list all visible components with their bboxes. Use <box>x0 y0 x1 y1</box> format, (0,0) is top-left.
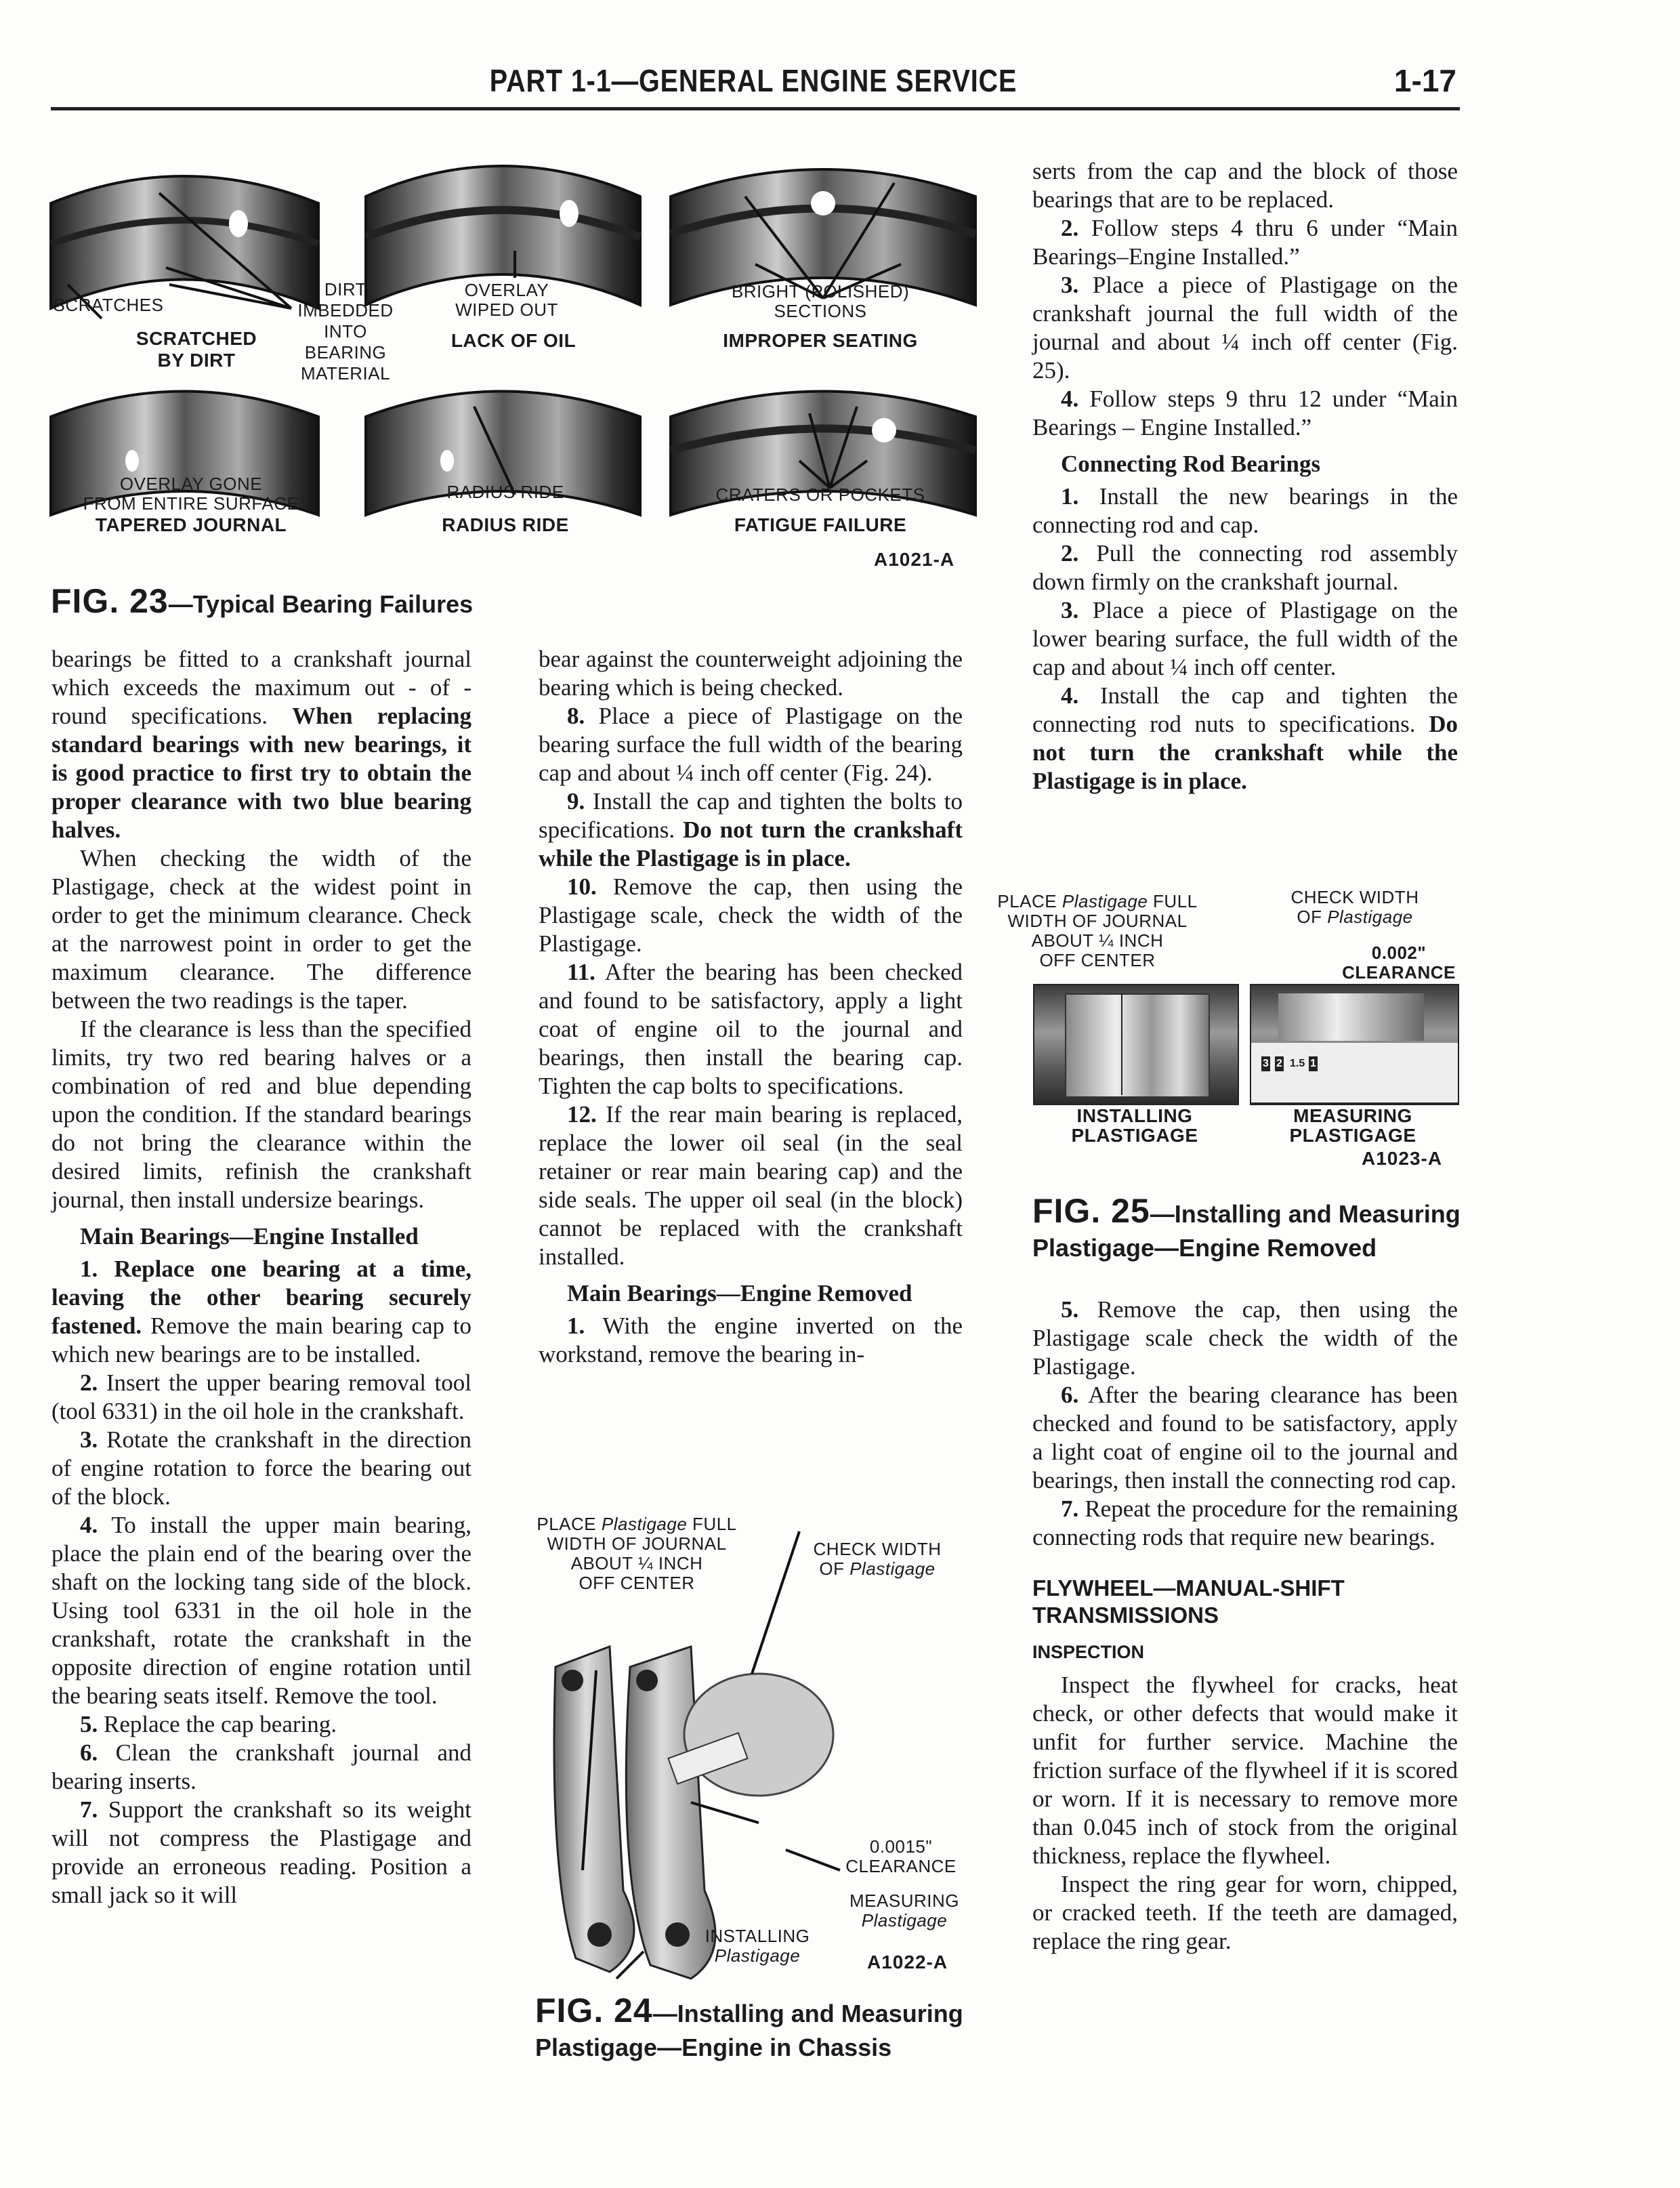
label-line: BEARING <box>304 342 387 363</box>
bold-text: 2. <box>80 1369 98 1396</box>
paragraph <box>1032 1381 1458 1495</box>
scale-mark: 1 <box>1309 1056 1318 1071</box>
label-line: MATERIAL <box>300 363 391 384</box>
text: Pull the connecting rod assembly down firmly on the crankshaft journal. <box>1032 540 1458 595</box>
label-line: INSTALLING <box>1076 1105 1193 1126</box>
label-craters: CRATERS OR POCKETS <box>715 484 925 505</box>
bold-text: 9. <box>567 788 585 814</box>
label-line: ABOUT ¼ INCH <box>570 1553 703 1573</box>
paragraph <box>1032 1495 1458 1552</box>
label-word: PLACE <box>997 891 1057 911</box>
label-line: MEASURING <box>1293 1105 1412 1126</box>
label-check-width <box>1291 888 1419 927</box>
figure-number: FIG. 23 <box>51 582 169 620</box>
title-improper-seating: IMPROPER SEATING <box>723 330 918 351</box>
paragraph <box>539 645 963 702</box>
paragraph <box>1032 1296 1458 1381</box>
label-word: FULL <box>1153 891 1198 911</box>
label-word: Plastigage <box>601 1514 688 1534</box>
label-word: OF <box>1297 907 1322 927</box>
text: When checking the width of the Plastigage, check at the widest point in order to get the minimum clearance. Check at the narrowest point in order to get the maximum clearance. The difference between the two readings is the taper. <box>51 845 471 1014</box>
paragraph <box>51 1255 471 1369</box>
label-overlay-wiped-out <box>455 281 558 320</box>
bold-text: 8. <box>567 703 585 729</box>
label-line: CHECK WIDTH <box>813 1539 942 1559</box>
label-place-plastigage <box>537 1514 736 1593</box>
bold-text: 4. <box>1061 386 1079 412</box>
section-heading: FLYWHEEL—MANUAL-SHIFT TRANSMISSIONS <box>1032 1575 1345 1628</box>
text-column-3-bottom <box>1032 1296 1458 1956</box>
text: Install the cap and tighten the bolts to specifications. <box>539 788 963 843</box>
figure-code: A1021-A <box>874 549 955 570</box>
label-word: Plastigage <box>714 1945 801 1966</box>
bold-text: 4. <box>80 1512 98 1538</box>
label-line: 0.002" <box>1371 943 1427 963</box>
label-dirt-imbedded <box>297 279 393 384</box>
text: Install the cap and tighten the connecting rod nuts to specifications. <box>1032 682 1458 737</box>
label-line: CLEARANCE <box>1342 962 1456 983</box>
title-installing-plastigage <box>1071 1106 1198 1145</box>
paragraph <box>1032 682 1458 796</box>
label-line: INTO <box>324 321 367 342</box>
bold-text: 6. <box>80 1739 98 1766</box>
bearing-photos <box>0 0 1003 556</box>
text: Follow steps 4 thru 6 under “Main Bearings–Engine Installed.” <box>1032 215 1458 270</box>
label-line: WIDTH OF JOURNAL <box>1007 911 1188 931</box>
hand-illustration <box>684 1674 833 1796</box>
label-line: OVERLAY <box>464 280 549 300</box>
text: If the clearance is less than the specified limits, try two red bearing halves or a combination of red and blue depending upon the condition. If the standard bearings do not bring the clearance within the desired limits, refinish the crankshaft journal, then install undersize bearings. <box>51 1016 471 1213</box>
caption-text: Plastigage—Engine Removed <box>1032 1234 1377 1262</box>
paragraph <box>51 1739 471 1796</box>
figure-number: FIG. 25 <box>1032 1192 1150 1230</box>
paragraph <box>539 1312 963 1369</box>
text: Rotate the crankshaft in the direction of engine rotation to force the bearing out of the block. <box>51 1426 471 1510</box>
paragraph <box>51 1015 471 1214</box>
label-installing <box>705 1926 810 1966</box>
section-heading: Main Bearings—Engine Removed <box>567 1280 912 1306</box>
label-line: 0.0015" <box>869 1836 933 1857</box>
label-line: ABOUT ¼ INCH <box>1031 930 1164 951</box>
text: bearings be fitted to a crankshaft journal which exceeds the maximum out - of - round specifications. <box>51 646 471 729</box>
running-header-title: PART 1-1—GENERAL ENGINE SERVICE <box>489 63 1017 98</box>
text: serts from the cap and the block of those bearings that are to be replaced. <box>1032 158 1458 213</box>
paragraph <box>51 844 471 1015</box>
paragraph <box>51 1796 471 1910</box>
label-line: FROM ENTIRE SURFACE <box>83 493 299 514</box>
section-heading: Main Bearings—Engine Installed <box>80 1223 419 1250</box>
paragraph <box>1032 1870 1458 1956</box>
label-line: BY DIRT <box>157 350 236 371</box>
bold-text: 1. Replace one bearing at a time, leaving the other bearing securely fastened. <box>51 1256 471 1339</box>
figure-25-caption <box>1032 1194 1461 1265</box>
text: Insert the upper bearing removal tool (tool 6331) in the oil hole in the crankshaft. <box>51 1369 471 1424</box>
label-word: Plastigage <box>1327 907 1413 927</box>
bold-text: 2. <box>1061 540 1079 566</box>
label-line: SECTIONS <box>774 301 867 321</box>
paragraph <box>539 1100 963 1271</box>
bold-text: 6. <box>1061 1382 1079 1408</box>
bold-text: 12. <box>567 1101 597 1128</box>
text: Place a piece of Plastigage on the lower bearing surface, the full width of the cap and about ¼ inch off center. <box>1032 597 1458 680</box>
text: To install the upper main bearing, place the plain end of the bearing over the shaft on the locking tang side of the block. Using tool 6331 in the oil hole in the crankshaft, rotate the crankshaft in the opposite direction of engine rotation until the bearing seats itself. Remove the tool. <box>51 1512 471 1709</box>
page-number: 1-17 <box>1393 63 1456 98</box>
bold-text: 11. <box>567 959 595 985</box>
label-line: OFF CENTER <box>1039 950 1156 970</box>
figure-24-caption <box>535 1991 963 2065</box>
section-heading: Connecting Rod Bearings <box>1061 451 1321 477</box>
figure-23-caption <box>51 584 473 621</box>
paragraph <box>51 1426 471 1511</box>
label-word: Plastigage <box>849 1559 936 1579</box>
text: Support the crankshaft so its weight will not compress the Plastigage and provide an erroneous reading. Position a small jack so it will <box>51 1796 471 1908</box>
bold-text: 7. <box>1061 1495 1079 1522</box>
bold-text: 1. <box>567 1313 585 1339</box>
caption-text: —Typical Bearing Failures <box>168 590 474 618</box>
text: Inspect the flywheel for cracks, heat check, or other defects that would make it unfit for further service. Machine the friction surface of the flywheel if it is scored or worn. If it is necessary to remove more than 0.045 inch of stock from the original thickness, replace the flywheel. <box>1032 1672 1458 1869</box>
label-line: IMBEDDED <box>297 300 394 321</box>
bold-text: 5. <box>80 1711 98 1737</box>
text: Repeat the procedure for the remaining connecting rods that require new bearings. <box>1032 1495 1458 1550</box>
label-word: OF <box>819 1559 845 1579</box>
bold-text: Do not turn the crankshaft while the Plastigage is in place. <box>539 817 963 871</box>
label-word: Plastigage <box>861 1910 948 1931</box>
text: Replace the cap bearing. <box>98 1711 337 1737</box>
text-column-1 <box>51 645 471 1910</box>
bold-text: 5. <box>1061 1296 1079 1323</box>
bold-text: 3. <box>80 1426 98 1453</box>
text-column-3-top <box>1032 157 1458 796</box>
label-word: FULL <box>692 1514 737 1534</box>
bold-text: When replacing standard bearings with new bearings, it is good practice to first try to obtain the proper clearance with two blue bearing halves. <box>51 703 471 843</box>
figure-number: FIG. 24 <box>535 1991 653 2029</box>
text: If the rear main bearing is replaced, replace the lower oil seal (in the seal retainer or rear main bearing cap) and the side seals. The upper oil seal (in the block) cannot be replaced with the crankshaft installed. <box>539 1101 963 1270</box>
paragraph <box>1032 596 1458 682</box>
label-line: WIDTH OF JOURNAL <box>547 1533 727 1554</box>
label-radius-ride: RADIUS RIDE <box>446 482 564 502</box>
paragraph <box>1032 1671 1458 1870</box>
paragraph <box>539 702 963 787</box>
text: Clean the crankshaft journal and bearing inserts. <box>51 1739 471 1794</box>
bold-text: 3. <box>1061 272 1079 298</box>
title-scratched-by-dirt <box>136 328 257 371</box>
figure-code: A1023-A <box>1362 1148 1443 1169</box>
photo-installing-plastigage <box>1033 984 1239 1105</box>
title-fatigue-failure: FATIGUE FAILURE <box>734 514 907 535</box>
figure-24 <box>535 1511 975 2067</box>
text: bear against the counterweight adjoining the bearing which is being checked. <box>539 646 963 701</box>
label-line: CLEARANCE <box>845 1856 957 1876</box>
text: Follow steps 9 thru 12 under “Main Bearings – Engine Installed.” <box>1032 386 1458 440</box>
bold-text: 4. <box>1061 682 1079 709</box>
label-overlay-gone <box>83 474 299 514</box>
caption-text: —Installing and Measuring <box>652 2000 963 2027</box>
paragraph <box>51 1511 471 1710</box>
label-line: BRIGHT (POLISHED) <box>731 281 910 302</box>
label-line: PLASTIGAGE <box>1071 1125 1198 1146</box>
scale-mark: 1.5 <box>1290 1058 1305 1069</box>
text: After the bearing clearance has been checked and found to be satisfactory, apply a light coat of engine oil to the journal and bearings, then install the connecting rod cap. <box>1032 1382 1458 1493</box>
label-bright-sections <box>732 282 909 321</box>
bold-text: 7. <box>80 1796 98 1823</box>
title-measuring-plastigage <box>1289 1106 1416 1145</box>
paragraph <box>1032 482 1458 539</box>
subsection-heading: INSPECTION <box>1032 1642 1145 1662</box>
label-line: WIPED OUT <box>455 300 558 320</box>
bold-text: 3. <box>1061 597 1079 623</box>
label-line: OVERLAY GONE <box>119 474 263 494</box>
bold-text: 2. <box>1061 215 1079 241</box>
label-line: INSTALLING <box>705 1926 810 1946</box>
paragraph <box>1032 385 1458 442</box>
bold-text: Do not turn the crankshaft while the Plastigage is in place. <box>1032 711 1458 794</box>
label-line: MEASURING <box>849 1891 959 1911</box>
bold-text: 1. <box>1061 483 1079 510</box>
text: Install the new bearings in the connecting rod and cap. <box>1032 483 1458 538</box>
text: After the bearing has been checked and found to be satisfactory, apply a light coat of engine oil to the journal and bearings, then install the bearing cap. Tighten the cap bolts to specifications. <box>539 959 963 1099</box>
text: Remove the cap, then using the Plastigage scale, check the width of the Plastigage. <box>539 873 963 957</box>
scale-mark: 3 <box>1261 1056 1270 1071</box>
label-line: SCRATCHED <box>135 328 257 349</box>
label-clearance <box>1342 943 1456 983</box>
label-word: PLACE <box>537 1514 597 1534</box>
paragraph <box>1032 271 1458 385</box>
title-tapered-journal: TAPERED JOURNAL <box>95 514 287 535</box>
paragraph <box>539 873 963 958</box>
text: Place a piece of Plastigage on the crankshaft journal the full width of the journal and about ¼ inch off center (Fig. 25). <box>1032 272 1458 384</box>
text: With the engine inverted on the workstand, remove the bearing in- <box>539 1313 963 1367</box>
label-line: CHECK WIDTH <box>1290 887 1419 907</box>
text: Remove the main bearing cap to which new bearings are to be installed. <box>51 1313 471 1367</box>
text: Remove the cap, then using the Plastigage scale check the width of the Plastigage. <box>1032 1296 1458 1380</box>
paragraph <box>539 787 963 873</box>
paragraph <box>1032 539 1458 596</box>
bold-text: 10. <box>567 873 597 900</box>
paragraph <box>51 1710 471 1739</box>
label-line: PLASTIGAGE <box>1289 1125 1416 1146</box>
label-check-width <box>814 1540 942 1579</box>
paragraph <box>539 958 963 1100</box>
label-scratches: SCRATCHES <box>53 295 164 315</box>
plastigage-scale <box>1251 1043 1458 1102</box>
caption-text: Plastigage—Engine in Chassis <box>535 2034 892 2061</box>
text: Inspect the ring gear for worn, chipped, or cracked teeth. If the teeth are damaged, replace the ring gear. <box>1032 1871 1458 1954</box>
paragraph <box>1032 157 1458 214</box>
scale-mark: 2 <box>1275 1056 1284 1071</box>
text-column-2 <box>539 645 963 1369</box>
label-measuring <box>849 1891 959 1931</box>
label-line: OFF CENTER <box>579 1573 695 1593</box>
paragraph <box>51 1369 471 1426</box>
label-place-plastigage <box>997 892 1197 970</box>
label-line: DIRT <box>324 279 367 300</box>
caption-text: —Installing and Measuring <box>1150 1200 1461 1228</box>
photo-measuring-plastigage <box>1250 984 1459 1105</box>
label-clearance <box>845 1837 956 1876</box>
text: Place a piece of Plastigage on the bearing surface the full width of the bearing cap and about ¼ inch off center (Fig. 24). <box>539 703 963 786</box>
title-radius-ride: RADIUS RIDE <box>442 514 569 535</box>
figure-25 <box>997 887 1470 1267</box>
paragraph <box>1032 214 1458 271</box>
title-lack-of-oil: LACK OF OIL <box>450 330 576 351</box>
label-word: Plastigage <box>1062 891 1148 911</box>
figure-23 <box>0 0 1003 637</box>
figure-code: A1022-A <box>867 1952 948 1973</box>
paragraph <box>51 645 471 844</box>
